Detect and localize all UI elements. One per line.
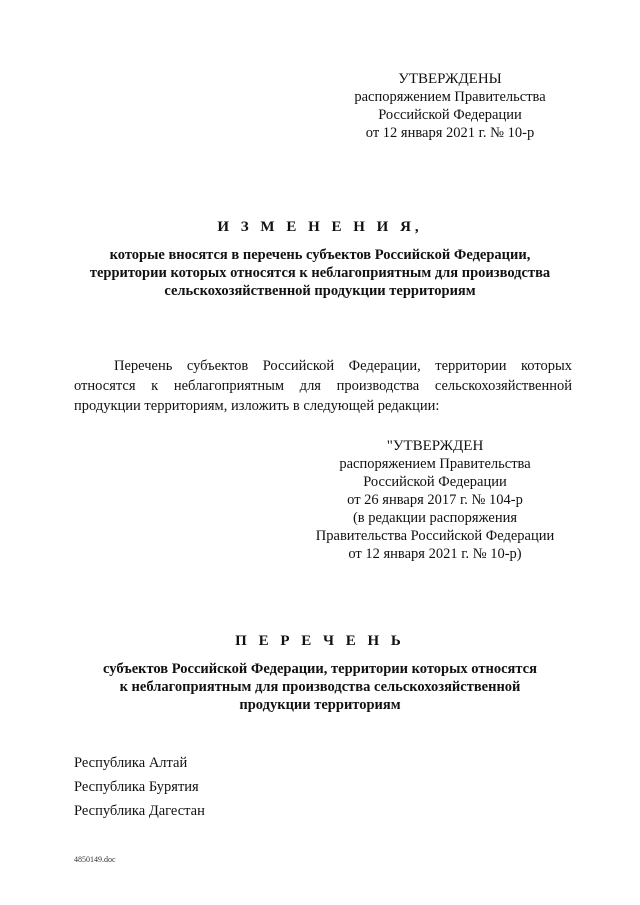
- approval-line: распоряжением Правительства: [339, 456, 531, 472]
- document-code: 4850149.doc: [74, 855, 116, 864]
- region-item: Республика Алтай: [74, 755, 188, 771]
- approval-line: Российской Федерации: [378, 107, 522, 123]
- approval-heading: "УТВЕРЖДЕН: [386, 438, 484, 454]
- list-title: П Е Р Е Ч Е Н Ь: [235, 633, 405, 649]
- approval-line: от 12 января 2021 г. № 10-р: [365, 125, 535, 141]
- changes-title: И З М Е Н Е Н И Я,: [217, 219, 423, 235]
- approval-line: (в редакции распоряжения: [352, 510, 518, 526]
- region-item: Республика Дагестан: [74, 803, 205, 819]
- approval-line: распоряжением Правительства: [354, 89, 546, 105]
- approval-line: Российской Федерации: [363, 474, 507, 490]
- changes-subtitle-line: территории которых относятся к неблагоприятным для производства: [89, 265, 551, 281]
- list-subtitle-line: субъектов Российской Федерации, территории которых относятся: [103, 661, 537, 677]
- approval-stamp-top: [330, 70, 570, 142]
- approval-stamp-inner: [300, 437, 570, 563]
- body-paragraph: Перечень субъектов Российской Федерации, территории которых относятся к неблагоприятным для производства сельскохозяйственной продукции территориям, изложить в следующей редакции:: [74, 357, 572, 414]
- regions-list: [74, 751, 205, 823]
- approval-line: от 12 января 2021 г. № 10-р): [348, 546, 522, 562]
- changes-subtitle-line: сельскохозяйственной продукции территориям: [164, 283, 476, 299]
- approval-line: от 26 января 2017 г. № 104-р: [347, 492, 523, 508]
- approval-line: Правительства Российской Федерации: [315, 528, 555, 544]
- approval-heading: УТВЕРЖДЕНЫ: [398, 71, 502, 87]
- list-subtitle: [60, 660, 580, 714]
- list-subtitle-line: продукции территориям: [239, 697, 401, 713]
- region-item: Республика Бурятия: [74, 779, 199, 795]
- list-subtitle-line: к неблагоприятным для производства сельскохозяйственной: [119, 679, 521, 695]
- changes-subtitle-line: которые вносятся в перечень субъектов Российской Федерации,: [109, 247, 531, 263]
- changes-subtitle: [60, 246, 580, 300]
